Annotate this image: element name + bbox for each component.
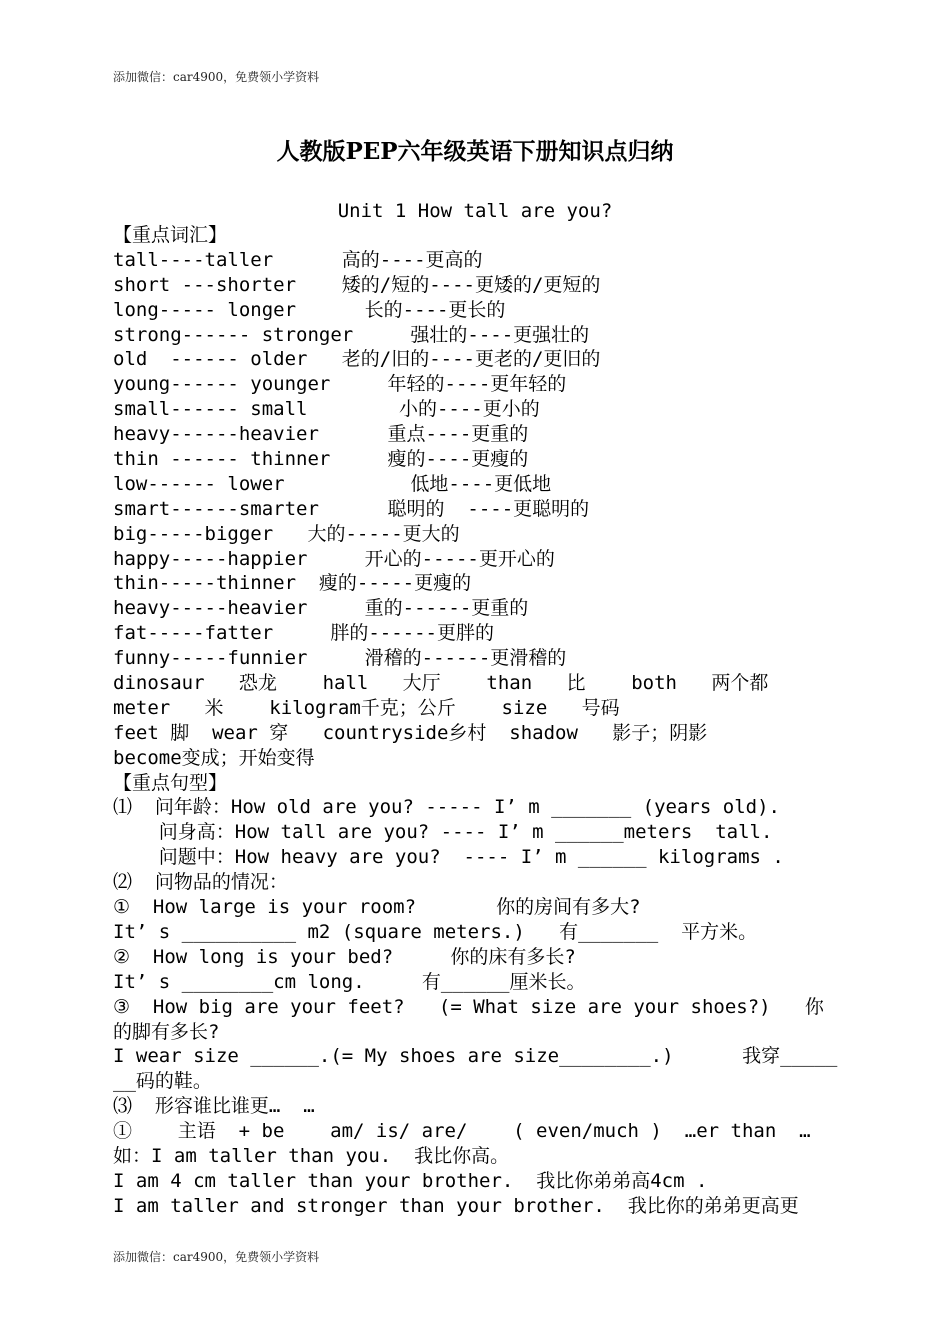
text-line: ⑴ 问年龄：How old are you? ----- I’ m _______ (years old). bbox=[113, 796, 780, 819]
text-line: heavy-----heavier 重的------更重的 bbox=[113, 597, 529, 620]
text-line: It’ s ________cm long. 有______厘米长。 bbox=[113, 970, 586, 993]
text-line: tall----taller 高的----更高的 bbox=[113, 248, 483, 271]
text-line: fat-----fatter 胖的------更胖的 bbox=[113, 622, 494, 645]
text-line: It’ s __________ m2 (square meters.) 有_______ 平方米。 bbox=[113, 920, 758, 943]
text-line: happy-----happier 开心的-----更开心的 bbox=[113, 547, 555, 570]
section-heading-sentences: 【重点句型】 bbox=[113, 771, 228, 794]
text-line: smart------smarter 聪明的 ----更聪明的 bbox=[113, 497, 590, 520]
text-line: feet 脚 wear 穿 countryside乡村 shadow 影子；阴影 bbox=[113, 721, 708, 744]
text-line: become变成；开始变得 bbox=[113, 746, 315, 769]
text-line: ① 主语 + be am/ is/ are/ ( even/much ) …er than … bbox=[113, 1120, 811, 1143]
document-body bbox=[113, 223, 838, 1219]
text-line: ⑵ 问物品的情况： bbox=[113, 871, 288, 894]
text-line: dinosaur 恐龙 hall 大厅 than 比 both 两个都 bbox=[113, 672, 769, 695]
text-line: small------ small 小的----更小的 bbox=[113, 398, 540, 421]
text-line: ③ How big are your feet? (= What size are your shoes?) 你 bbox=[113, 995, 824, 1018]
text-line: ⑶ 形容谁比谁更… … bbox=[113, 1095, 315, 1118]
text-line: thin ------ thinner 瘦的----更瘦的 bbox=[113, 448, 529, 471]
text-line: meter 米 kilogram千克；公斤 size 号码 bbox=[113, 696, 620, 719]
text-line: I am 4 cm taller than your brother. 我比你弟弟高4cm . bbox=[113, 1169, 708, 1192]
text-line: young------ younger 年轻的----更年轻的 bbox=[113, 373, 567, 396]
text-line: funny-----funnier 滑稽的------更滑稽的 bbox=[113, 647, 567, 670]
text-line: strong------ stronger 强壮的----更强壮的 bbox=[113, 323, 590, 346]
text-line: old ------ older 老的/旧的----更老的/更旧的 bbox=[113, 348, 601, 371]
unit-heading: Unit 1 How tall are you? bbox=[337, 200, 613, 222]
text-line: ① How large is your room? 你的房间有多大? bbox=[113, 896, 641, 919]
text-line: thin-----thinner 瘦的-----更瘦的 bbox=[113, 572, 472, 595]
text-line: I am taller and stronger than your brother. 我比你的弟弟更高更 bbox=[113, 1194, 799, 1217]
text-line: heavy------heavier 重点----更重的 bbox=[113, 423, 529, 446]
text-line: low------ lower 低地----更低地 bbox=[113, 472, 552, 495]
text-line: 问题中：How heavy are you? ---- I’ m ______ kilograms . bbox=[113, 846, 784, 869]
text-line: short ---shorter 矮的/短的----更矮的/更短的 bbox=[113, 273, 601, 296]
text-line: ② How long is your bed? 你的床有多长? bbox=[113, 945, 576, 968]
section-heading-vocabulary: 【重点词汇】 bbox=[113, 224, 228, 246]
footer-watermark: 添加微信：car4900，免费领小学资料 bbox=[113, 1250, 320, 1264]
text-line: 的脚有多长? bbox=[113, 1020, 220, 1043]
page-title: 人教版PEP六年级英语下册知识点归纳 bbox=[276, 138, 674, 165]
text-line: long----- longer 长的----更长的 bbox=[113, 298, 506, 321]
text-line: __码的鞋。 bbox=[113, 1070, 212, 1093]
text-line: 如：I am taller than you. 我比你高。 bbox=[113, 1144, 510, 1167]
text-line: 问身高：How tall are you? ---- I’ m ______meters tall. bbox=[113, 821, 773, 844]
text-line: big-----bigger 大的-----更大的 bbox=[113, 522, 460, 545]
header-watermark: 添加微信：car4900，免费领小学资料 bbox=[113, 70, 320, 84]
text-line: I wear size ______.(= My shoes are size________.) 我穿_____ bbox=[113, 1045, 838, 1068]
